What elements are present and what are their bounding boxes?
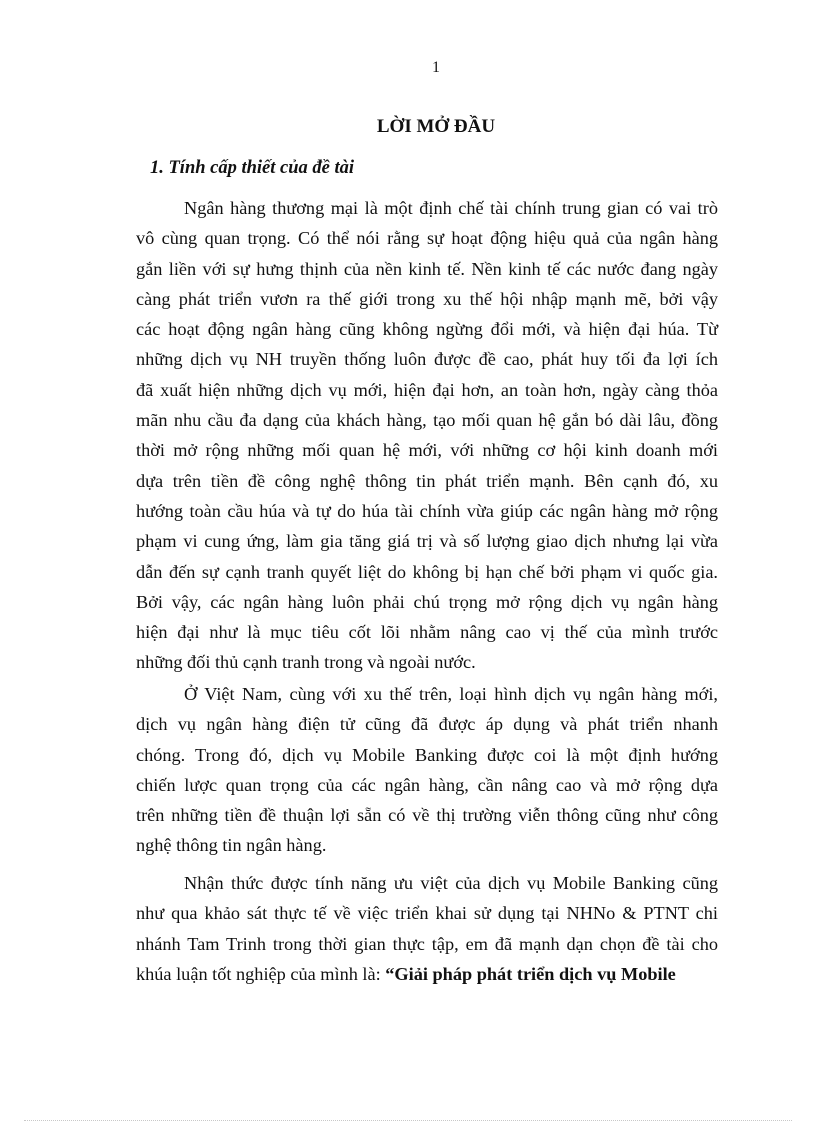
- text-line: thời mở rộng những mối quan hệ mới, với những cơ hội kinh doanh mới: [136, 440, 718, 461]
- text-line: những dịch vụ NH truyền thống luôn được đề cao, phát huy tối đa lợi ích: [136, 349, 718, 370]
- text-line: Bởi vậy, các ngân hàng luôn phải chú trọng mở rộng dịch vụ ngân hàng: [136, 591, 718, 612]
- page-bottom-rule: [24, 1120, 792, 1121]
- paragraph-1: [136, 193, 718, 678]
- text-line: gắn liền với sự hưng thịnh của nền kinh tế. Nền kinh tế các nước đang ngày: [136, 258, 718, 279]
- text-line: hướng toàn cầu húa và tự do húa tài chính vừa giúp các ngân hàng mở rộng: [136, 500, 718, 521]
- text-line: [136, 959, 718, 989]
- text-line: dẫn đến sự cạnh tranh quyết liệt do không bị hạn chế bởi phạm vi quốc gia.: [136, 561, 718, 582]
- text-line: vô cùng quan trọng. Có thể nói rằng sự hoạt động hiệu quả của ngân hàng: [136, 228, 718, 249]
- thesis-title: “Giải pháp phát triển dịch vụ Mobile: [385, 963, 676, 984]
- text-line: phạm vi cung ứng, làm gia tăng giá trị và số lượng giao dịch nhưng lại vừa: [136, 531, 718, 552]
- text-line-prefix: khúa luận tốt nghiệp của mình là:: [136, 963, 386, 984]
- text-line: hiện đại như là mục tiêu cốt lõi nhằm nâng cao vị thế của mình trước: [136, 622, 718, 643]
- text-line: chiến lược quan trọng của các ngân hàng, cần nâng cao và mở rộng dựa: [136, 774, 718, 795]
- text-line: dịch vụ ngân hàng điện tử cũng đã được áp dụng và phát triển nhanh: [136, 714, 718, 735]
- paragraph-3: [136, 868, 718, 989]
- text-line: nghệ thông tin ngân hàng.: [136, 835, 327, 856]
- text-line: dựa trên tiền đề công nghệ thông tin phát triển mạnh. Bên cạnh đó, xu: [136, 470, 718, 491]
- document-title: LỜI MỞ ĐẦU: [376, 116, 496, 137]
- text-line: Ngân hàng thương mại là một định chế tài chính trung gian có vai trò: [184, 198, 718, 218]
- text-line: như qua khảo sát thực tế về việc triển khai sử dụng tại NHNo & PTNT chi: [136, 903, 718, 924]
- paragraph-2: [136, 679, 718, 861]
- text-line: chóng. Trong đó, dịch vụ Mobile Banking được coi là một định hướng: [136, 744, 718, 765]
- text-line: Nhận thức được tính năng ưu việt của dịch vụ Mobile Banking cũng: [184, 873, 718, 893]
- text-line: Ở Việt Nam, cùng với xu thế trên, loại hình dịch vụ ngân hàng mới,: [184, 684, 718, 704]
- text-line: càng phát triển vươn ra thế giới trong xu thế hội nhập mạnh mẽ, bởi vậy: [136, 288, 718, 309]
- text-line: nhánh Tam Trinh trong thời gian thực tập, em đã mạnh dạn chọn đề tài cho: [136, 933, 718, 954]
- section-heading: 1. Tính cấp thiết của đề tài: [150, 158, 355, 178]
- page-number: 1: [432, 59, 440, 76]
- text-line: các hoạt động ngân hàng cũng không ngừng đổi mới, và hiện đại húa. Từ: [136, 319, 718, 340]
- text-line: những đối thủ cạnh tranh trong và ngoài nước.: [136, 652, 476, 673]
- text-line: mãn nhu cầu đa dạng của khách hàng, tạo mối quan hệ gắn bó dài lâu, đồng: [136, 410, 718, 431]
- text-line: trên những tiền đề thuận lợi sẵn có về thị trường viễn thông cũng như công: [136, 805, 718, 826]
- text-line: đã xuất hiện những dịch vụ mới, hiện đại hơn, an toàn hơn, ngày càng thỏa: [136, 379, 718, 400]
